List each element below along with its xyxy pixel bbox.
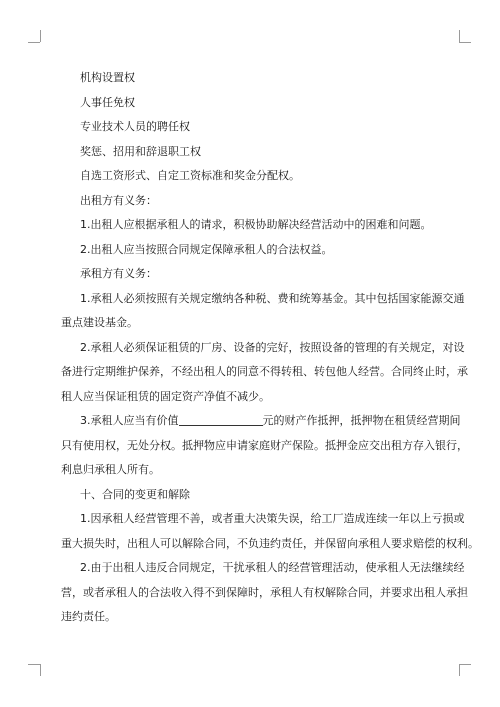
text-line: 违约责任。 (61, 610, 116, 623)
text-line: 营，或者承租人的合法收入得不到保障时，承租人有权解除合同，并要求出租人承担 (61, 585, 468, 599)
text-line: 只有使用权，无处分权。抵押物应申请家庭财产保险。抵押金应交出租方存入银行， (61, 438, 468, 452)
text-line: 奖惩、招用和辞退职工权 (80, 144, 201, 158)
text-line: 机构设置权 (80, 71, 135, 84)
text-line: 2.出租人应当按照合同规定保障承租人的合法权益。 (80, 242, 333, 256)
text-line: 备进行定期维护保养，不经出租人的同意不得转租、转包他人经营。合同终止时，承 (61, 365, 468, 378)
text-line: 重点建设基金。 (61, 316, 138, 329)
text-line: 重大损失时，出租人可以解除合同，不负违约责任，并保留向承租人要求赔偿的权利。 (61, 536, 479, 550)
fill-in-blank (179, 413, 263, 426)
text-line: 1.出租人应根据承租人的请求，积极协助解决经营活动中的困难和问题。 (80, 218, 432, 231)
text-fragment: 3.承租人应当有价值 (80, 414, 179, 427)
text-line: 自选工资形式、自定工资标准和奖金分配权。 (80, 169, 300, 182)
section-heading: 出租方有义务： (80, 193, 157, 207)
text-line: 1.因承租人经营管理不善，或者重大决策失误，给工厂造成连续一年以上亏损或 (80, 512, 465, 525)
text-line-with-blank (61, 409, 461, 434)
section-heading: 承租方有义务： (80, 267, 157, 280)
text-line: 人事任免权 (80, 95, 135, 109)
text-line: 利息归承租人所有。 (61, 463, 160, 476)
text-line: 2.由于出租人违反合同规定，干扰承租人的经营管理活动，使承租人无法继续经 (80, 561, 465, 574)
text-line: 租人应当保证租赁的固定资产净值不减少。 (61, 389, 270, 403)
document-body (61, 66, 479, 630)
text-line: 专业技术人员的聘任权 (80, 120, 190, 133)
text-line: 1.承租人必须按照有关规定缴纳各种税、费和统筹基金。其中包括国家能源交通 (80, 291, 465, 305)
text-line: 2.承租人必须保证租赁的厂房、设备的完好，按照设备的管理的有关规定，对设 (80, 340, 465, 354)
text-fragment: 元的财产作抵押，抵押物在租赁经营期间 (262, 414, 461, 427)
section-heading: 十、合同的变更和解除 (80, 487, 190, 501)
